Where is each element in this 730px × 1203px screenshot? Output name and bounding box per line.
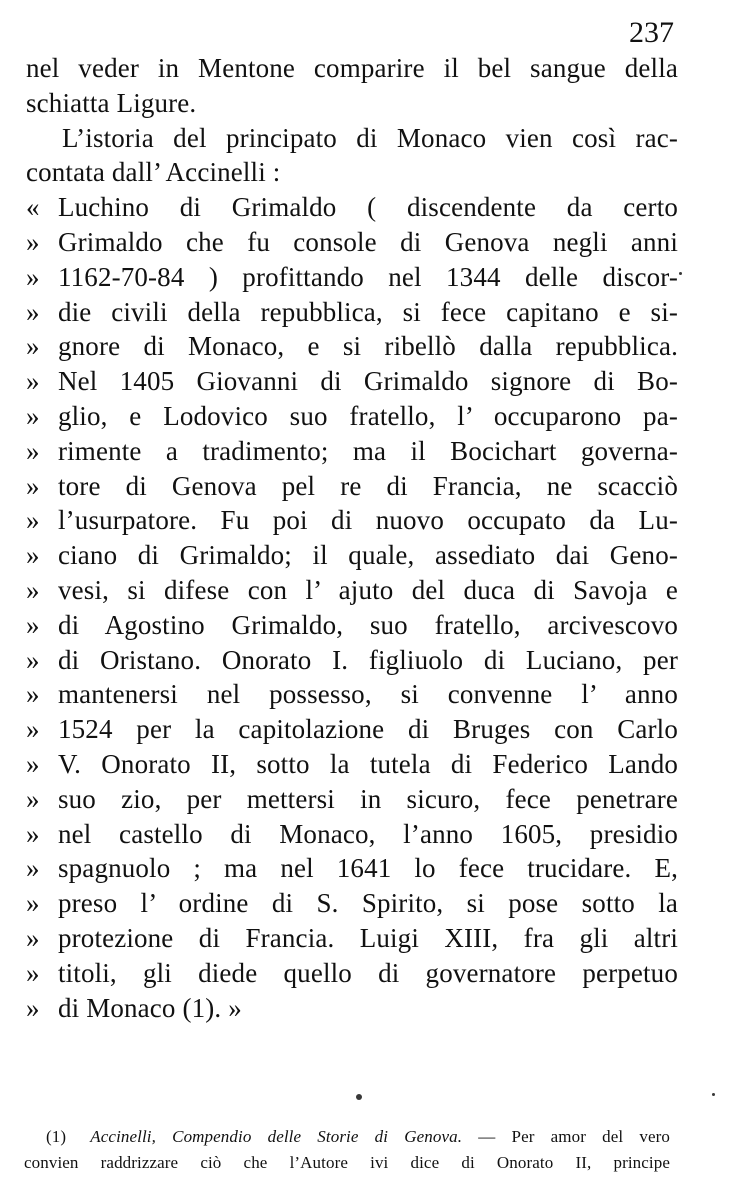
quote-line <box>26 782 678 817</box>
quote-line <box>26 956 678 991</box>
quote-line <box>26 851 678 886</box>
quote-line <box>26 503 678 538</box>
footnote-marker: (1) <box>46 1127 67 1146</box>
quote-text: protezione di Francia. Luigi XIII, fra gli altri <box>58 922 678 953</box>
quote-line <box>26 469 678 504</box>
quote-line <box>26 747 678 782</box>
quote-line <box>26 991 678 1026</box>
quote-line <box>26 608 678 643</box>
quote-line <box>26 190 678 225</box>
quote-line <box>26 712 678 747</box>
footnote <box>24 1124 670 1176</box>
quote-text: Nel 1405 Giovanni di Grimaldo signore di Bo- <box>58 366 678 397</box>
quote-text: gnore di Monaco, e si ribellò dalla repubblica. <box>58 331 678 362</box>
text-line: schiatta Ligure. <box>26 87 197 118</box>
quote-mark: » <box>26 470 40 501</box>
quote-text: rimente a tradimento; ma il Bocichart governa- <box>58 435 678 466</box>
quote-text: vesi, si difese con l’ ajuto del duca di Savoja e <box>58 574 678 605</box>
quote-text: suo zio, per mettersi in sicuro, fece penetrare <box>58 783 678 814</box>
quote-text: di Oristano. Onorato I. figliuolo di Luciano, per <box>58 644 678 675</box>
quote-text: mantenersi nel possesso, si convenne l’ anno <box>58 679 678 710</box>
quote-mark: » <box>26 748 40 779</box>
text-line: nel veder in Mentone comparire il bel sangue della <box>26 53 678 83</box>
quote-line <box>26 817 678 852</box>
text-line: contata dall’ Accinelli : <box>26 157 281 188</box>
quote-text: spagnuolo ; ma nel 1641 lo fece trucidare. E, <box>58 853 678 884</box>
quote-mark: » <box>26 435 40 466</box>
main-text <box>26 51 678 1025</box>
quote-mark: » <box>26 679 40 710</box>
quote-text: die civili della repubblica, si fece capitano e si- <box>58 296 678 327</box>
footnote-line <box>24 1124 670 1150</box>
quote-mark: » <box>26 888 40 919</box>
quote-line <box>26 886 678 921</box>
quote-mark: » <box>26 261 40 292</box>
quote-line <box>26 225 678 260</box>
quote-text: V. Onorato II, sotto la tutela di Federico Lando <box>58 748 678 779</box>
quote-line <box>26 921 678 956</box>
quote-text: tore di Genova pel re di Francia, ne scacciò <box>58 470 678 501</box>
quote-line <box>26 538 678 573</box>
quote-text: 1524 per la capitolazione di Bruges con Carlo <box>58 714 678 745</box>
footnote-title: Compendio delle Storie di Genova. <box>172 1127 463 1146</box>
quote-mark: » <box>26 644 40 675</box>
quote-line <box>26 399 678 434</box>
quote-mark: » <box>26 714 40 745</box>
quote-line <box>26 643 678 678</box>
quote-line <box>26 329 678 364</box>
quote-mark: « <box>26 192 40 223</box>
quote-mark: » <box>26 992 40 1023</box>
quote-line <box>26 573 678 608</box>
quote-text: Luchino di Grimaldo ( discendente da certo <box>58 192 678 223</box>
footnote-line: convien raddrizzare ciò che l’Autore ivi dice di Onorato II, principe <box>24 1153 670 1172</box>
quote-text: Grimaldo che fu console di Genova negli anni <box>58 226 678 257</box>
quote-line <box>26 434 678 469</box>
quote-mark: » <box>26 331 40 362</box>
text-line: L’istoria del principato di Monaco vien così rac- <box>62 122 678 153</box>
quote-mark: » <box>26 818 40 849</box>
quote-line <box>26 677 678 712</box>
quote-mark: » <box>26 609 40 640</box>
quote-text: l’usurpatore. Fu poi di nuovo occupato da Lu- <box>58 505 678 536</box>
quote-mark: » <box>26 400 40 431</box>
quote-mark: » <box>26 296 40 327</box>
quote-mark: » <box>26 853 40 884</box>
page-number: 237 <box>629 16 674 49</box>
quote-mark: » <box>26 922 40 953</box>
quote-line <box>26 260 678 295</box>
quote-line <box>26 364 678 399</box>
footnote-line-rest: — Per amor del vero <box>478 1127 670 1146</box>
quote-mark: » <box>26 540 40 571</box>
print-speck-icon <box>679 272 682 275</box>
footnote-author: Accinelli, <box>90 1127 156 1146</box>
print-speck-icon <box>712 1093 715 1096</box>
quote-mark: » <box>26 505 40 536</box>
print-speck-icon <box>356 1094 362 1100</box>
quote-text: glio, e Lodovico suo fratello, l’ occuparono pa- <box>58 400 678 431</box>
quote-line <box>26 295 678 330</box>
quote-mark: » <box>26 957 40 988</box>
quote-text: 1162-70-84 ) profittando nel 1344 delle discor- <box>58 261 678 292</box>
quote-text: titoli, gli diede quello di governatore perpetuo <box>58 957 678 988</box>
quote-text: preso l’ ordine di S. Spirito, si pose sotto la <box>58 888 678 919</box>
quote-text: di Agostino Grimaldo, suo fratello, arcivescovo <box>58 609 678 640</box>
quote-text: di Monaco (1). » <box>58 992 242 1023</box>
quote-text: nel castello di Monaco, l’anno 1605, presidio <box>58 818 678 849</box>
quote-mark: » <box>26 783 40 814</box>
quote-mark: » <box>26 366 40 397</box>
quote-text: ciano di Grimaldo; il quale, assediato dai Geno- <box>58 540 678 571</box>
quote-mark: » <box>26 226 40 257</box>
quote-mark: » <box>26 574 40 605</box>
